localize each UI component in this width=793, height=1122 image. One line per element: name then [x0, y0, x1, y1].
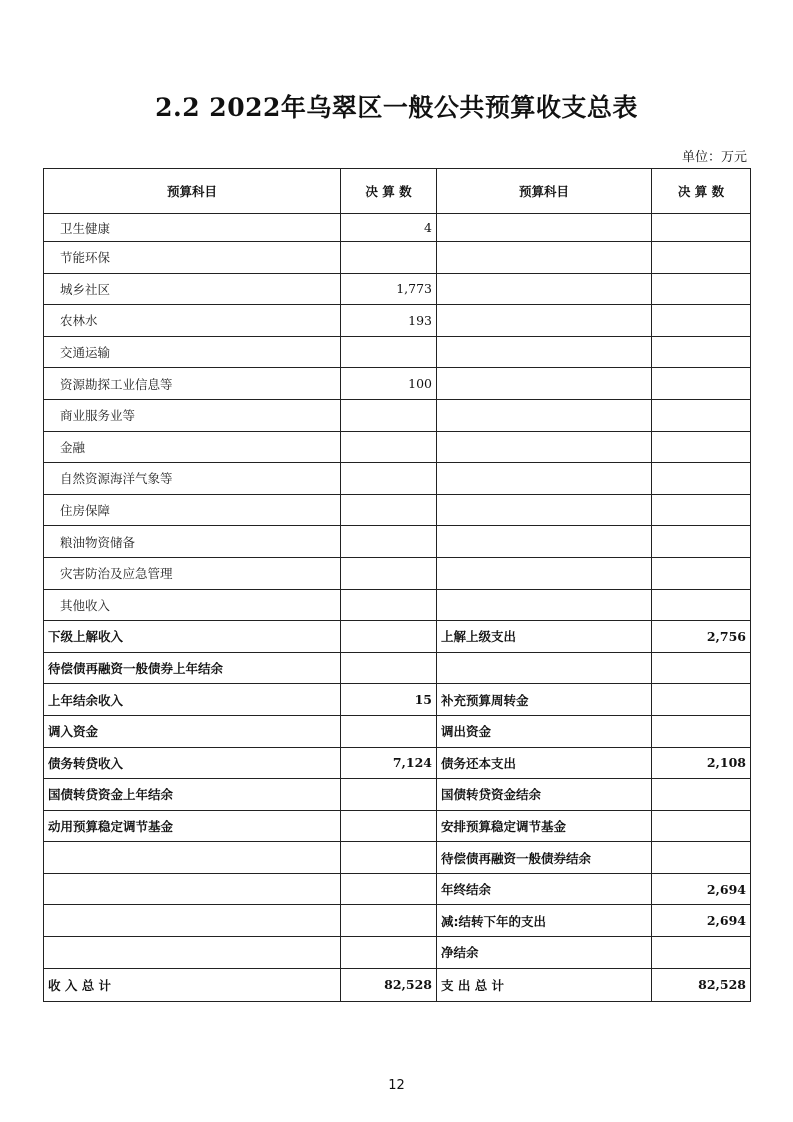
left-item-cell — [44, 937, 341, 969]
left-item-cell: 金融 — [44, 431, 341, 463]
table-row — [44, 779, 751, 811]
left-value-cell: 15 — [341, 684, 437, 716]
table-row — [44, 842, 751, 874]
table-row — [44, 589, 751, 621]
left-value-cell — [341, 526, 437, 558]
table-row — [44, 305, 751, 337]
left-value-cell — [341, 589, 437, 621]
total-expense-value: 82,528 — [652, 968, 751, 1001]
right-item-cell — [437, 305, 652, 337]
right-item-cell: 调出资金 — [437, 715, 652, 747]
left-item-cell — [44, 873, 341, 905]
left-item-cell: 卫生健康 — [44, 214, 341, 242]
right-item-cell — [437, 214, 652, 242]
right-value-cell: 2,694 — [652, 905, 751, 937]
table-row — [44, 463, 751, 495]
left-item-cell: 农林水 — [44, 305, 341, 337]
table-row — [44, 873, 751, 905]
table-row — [44, 273, 751, 305]
left-value-cell — [341, 399, 437, 431]
right-value-cell — [652, 937, 751, 969]
total-income-label: 收 入 总 计 — [44, 968, 341, 1001]
right-value-cell — [652, 431, 751, 463]
unit-label: 单位：万元 — [681, 150, 747, 165]
left-value-cell — [341, 431, 437, 463]
right-value-cell — [652, 810, 751, 842]
left-value-cell: 100 — [341, 368, 437, 400]
total-row — [44, 968, 751, 1001]
left-item-cell: 自然资源海洋气象等 — [44, 463, 341, 495]
left-value-cell — [341, 557, 437, 589]
left-item-cell — [44, 842, 341, 874]
right-value-cell — [652, 305, 751, 337]
table-row — [44, 684, 751, 716]
left-value-cell: 4 — [341, 214, 437, 242]
left-item-cell: 其他收入 — [44, 589, 341, 621]
right-item-cell: 补充预算周转金 — [437, 684, 652, 716]
left-item-cell: 交通运输 — [44, 336, 341, 368]
left-value-cell — [341, 652, 437, 684]
right-value-cell — [652, 652, 751, 684]
right-value-cell: 2,108 — [652, 747, 751, 779]
header-right-value: 决 算 数 — [652, 169, 751, 214]
left-value-cell — [341, 779, 437, 811]
table-row — [44, 747, 751, 779]
page-title: 2.2 2022年乌翠区一般公共预算收支总表 — [155, 93, 638, 122]
right-value-cell — [652, 715, 751, 747]
right-item-cell: 减:结转下年的支出 — [437, 905, 652, 937]
right-item-cell: 年终结余 — [437, 873, 652, 905]
total-income-value: 82,528 — [341, 968, 437, 1001]
right-value-cell — [652, 589, 751, 621]
table-row — [44, 431, 751, 463]
right-value-cell: 2,694 — [652, 873, 751, 905]
table-row — [44, 557, 751, 589]
total-expense-label: 支 出 总 计 — [437, 968, 652, 1001]
right-item-cell — [437, 463, 652, 495]
right-value-cell — [652, 494, 751, 526]
table-row — [44, 242, 751, 274]
header-left-item: 预算科目 — [44, 169, 341, 214]
table-row — [44, 652, 751, 684]
right-item-cell — [437, 368, 652, 400]
left-item-cell: 上年结余收入 — [44, 684, 341, 716]
right-value-cell — [652, 684, 751, 716]
left-value-cell — [341, 937, 437, 969]
right-value-cell — [652, 399, 751, 431]
header-left-value: 决 算 数 — [341, 169, 437, 214]
left-item-cell: 灾害防治及应急管理 — [44, 557, 341, 589]
table-row — [44, 336, 751, 368]
table-row — [44, 810, 751, 842]
page-number: 12 — [388, 1078, 405, 1093]
table-row — [44, 905, 751, 937]
left-item-cell: 粮油物资储备 — [44, 526, 341, 558]
table-row — [44, 368, 751, 400]
right-item-cell — [437, 494, 652, 526]
right-item-cell — [437, 273, 652, 305]
left-item-cell: 待偿债再融资一般债券上年结余 — [44, 652, 341, 684]
left-item-cell: 商业服务业等 — [44, 399, 341, 431]
right-item-cell — [437, 431, 652, 463]
table-header-row — [44, 169, 751, 214]
table-row — [44, 621, 751, 653]
right-value-cell — [652, 463, 751, 495]
left-value-cell — [341, 242, 437, 274]
left-value-cell — [341, 842, 437, 874]
right-value-cell — [652, 214, 751, 242]
right-item-cell — [437, 652, 652, 684]
right-value-cell — [652, 273, 751, 305]
table-row — [44, 526, 751, 558]
left-item-cell: 节能环保 — [44, 242, 341, 274]
left-item-cell: 资源勘探工业信息等 — [44, 368, 341, 400]
left-value-cell — [341, 621, 437, 653]
left-value-cell: 193 — [341, 305, 437, 337]
right-item-cell — [437, 242, 652, 274]
right-item-cell: 待偿债再融资一般债券结余 — [437, 842, 652, 874]
left-value-cell — [341, 810, 437, 842]
left-item-cell: 城乡社区 — [44, 273, 341, 305]
right-item-cell — [437, 336, 652, 368]
left-item-cell: 下级上解收入 — [44, 621, 341, 653]
right-value-cell — [652, 242, 751, 274]
left-value-cell: 1,773 — [341, 273, 437, 305]
right-value-cell — [652, 779, 751, 811]
right-value-cell — [652, 526, 751, 558]
right-value-cell — [652, 368, 751, 400]
left-value-cell — [341, 336, 437, 368]
left-item-cell: 国债转贷资金上年结余 — [44, 779, 341, 811]
left-value-cell — [341, 463, 437, 495]
left-item-cell: 住房保障 — [44, 494, 341, 526]
left-item-cell — [44, 905, 341, 937]
table-row — [44, 214, 751, 242]
right-item-cell: 国债转贷资金结余 — [437, 779, 652, 811]
header-right-item: 预算科目 — [437, 169, 652, 214]
table-row — [44, 494, 751, 526]
left-item-cell: 债务转贷收入 — [44, 747, 341, 779]
right-item-cell: 债务还本支出 — [437, 747, 652, 779]
left-item-cell: 动用预算稳定调节基金 — [44, 810, 341, 842]
right-value-cell — [652, 842, 751, 874]
left-value-cell — [341, 905, 437, 937]
right-value-cell — [652, 557, 751, 589]
budget-table — [43, 168, 751, 1002]
table-row — [44, 399, 751, 431]
right-item-cell — [437, 399, 652, 431]
right-item-cell: 安排预算稳定调节基金 — [437, 810, 652, 842]
left-value-cell: 7,124 — [341, 747, 437, 779]
right-value-cell — [652, 336, 751, 368]
right-item-cell: 净结余 — [437, 937, 652, 969]
left-value-cell — [341, 873, 437, 905]
right-item-cell — [437, 557, 652, 589]
left-item-cell: 调入资金 — [44, 715, 341, 747]
right-value-cell: 2,756 — [652, 621, 751, 653]
right-item-cell — [437, 526, 652, 558]
left-value-cell — [341, 494, 437, 526]
right-item-cell — [437, 589, 652, 621]
table-row — [44, 937, 751, 969]
right-item-cell: 上解上级支出 — [437, 621, 652, 653]
table-row — [44, 715, 751, 747]
left-value-cell — [341, 715, 437, 747]
